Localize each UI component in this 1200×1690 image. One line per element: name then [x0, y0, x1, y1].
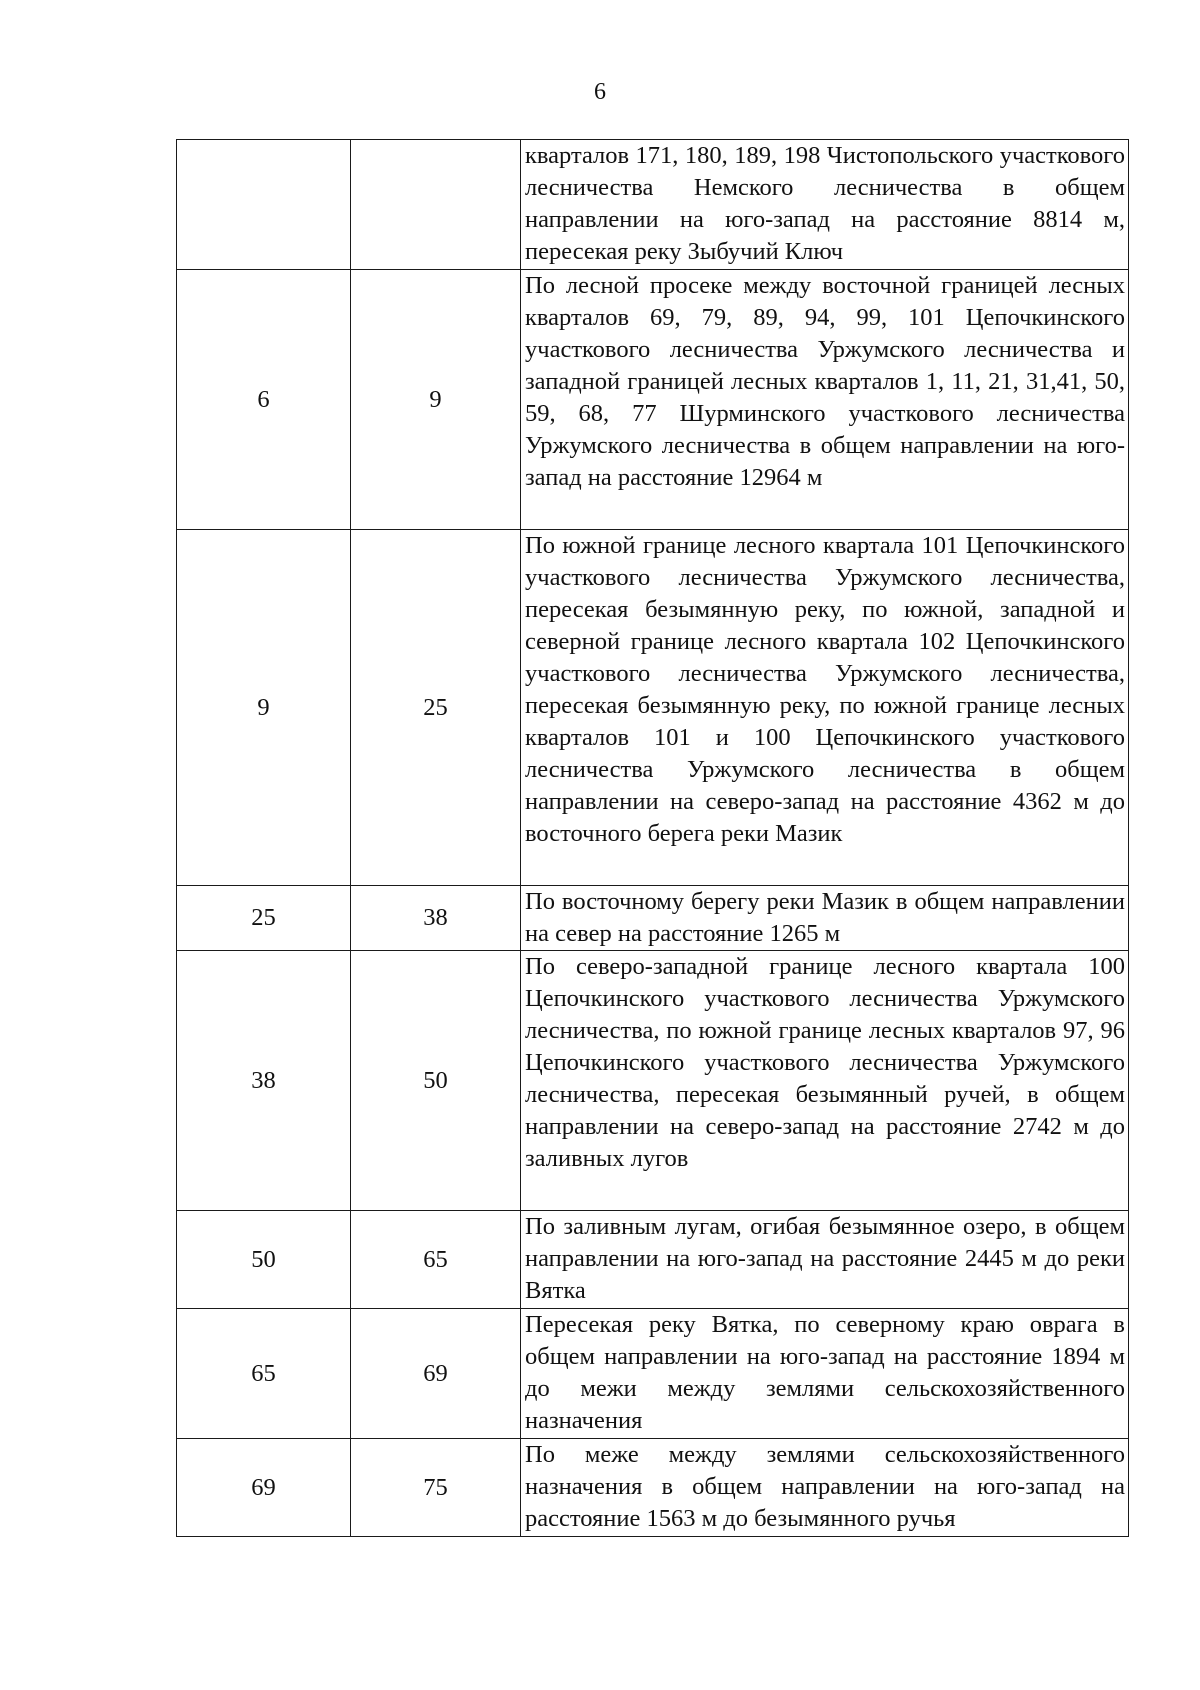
description-cell: По восточному берегу реки Мазик в общем направлении на север на расстояние 1265 м — [521, 886, 1129, 951]
table-row — [177, 951, 1129, 1211]
table-row — [177, 270, 1129, 530]
table-row — [177, 1309, 1129, 1439]
description-cell: По южной границе лесного квартала 101 Цепочкинского участкового лесничества Уржумского лесничества, пересекая безымянную реку, по южной, западной и северной границе лесного квартала 102 Цепочкинского участкового лесничества Уржумского лесничества, пересекая безымянную реку, по южной границе лесных кварталов 101 и 100 Цепочкинского участкового лесничества Уржумского лесничества в общем направлении на северо-запад на расстояние 4362 м до восточного берега реки Мазик — [521, 530, 1129, 886]
table-row — [177, 530, 1129, 886]
from-point-cell: 69 — [177, 1439, 351, 1537]
description-cell: По заливным лугам, огибая безымянное озеро, в общем направлении на юго-запад на расстояние 2445 м до реки Вятка — [521, 1211, 1129, 1309]
from-point-cell: 25 — [177, 886, 351, 951]
to-point-cell: 75 — [351, 1439, 521, 1537]
table-row — [177, 886, 1129, 951]
description-cell: кварталов 171, 180, 189, 198 Чистопольского участкового лесничества Немского лесничества в общем направлении на юго-запад на расстояние 8814 м, пересекая реку Зыбучий Ключ — [521, 140, 1129, 270]
to-point-cell: 69 — [351, 1309, 521, 1439]
table-row — [177, 1439, 1129, 1537]
to-point-cell — [351, 140, 521, 270]
description-cell: По лесной просеке между восточной границей лесных кварталов 69, 79, 89, 94, 99, 101 Цепочкинского участкового лесничества Уржумского лесничества и западной границей лесных кварталов 1, 11, 21, 31,41, 50, 59, 68, 77 Шурминского участкового лесничества Уржумского лесничества в общем направлении на юго-запад на расстояние 12964 м — [521, 270, 1129, 530]
to-point-cell: 65 — [351, 1211, 521, 1309]
page-number: 6 — [594, 79, 606, 105]
to-point-cell: 25 — [351, 530, 521, 886]
to-point-cell: 9 — [351, 270, 521, 530]
from-point-cell: 6 — [177, 270, 351, 530]
from-point-cell: 65 — [177, 1309, 351, 1439]
from-point-cell: 9 — [177, 530, 351, 886]
from-point-cell — [177, 140, 351, 270]
description-cell: Пересекая реку Вятка, по северному краю оврага в общем направлении на юго-запад на расстояние 1894 м до межи между землями сельскохозяйственного назначения — [521, 1309, 1129, 1439]
table-row — [177, 1211, 1129, 1309]
from-point-cell: 50 — [177, 1211, 351, 1309]
from-point-cell: 38 — [177, 951, 351, 1211]
to-point-cell: 38 — [351, 886, 521, 951]
description-cell: По северо-западной границе лесного квартала 100 Цепочкинского участкового лесничества Уржумского лесничества, по южной границе лесных кварталов 97, 96 Цепочкинского участкового лесничества Уржумского лесничества, пересекая безымянный ручей, в общем направлении на северо-запад на расстояние 2742 м до заливных лугов — [521, 951, 1129, 1211]
table-row — [177, 140, 1129, 270]
to-point-cell: 50 — [351, 951, 521, 1211]
boundary-description-table — [176, 139, 1129, 1537]
description-cell: По меже между землями сельскохозяйственного назначения в общем направлении на юго-запад на расстояние 1563 м до безымянного ручья — [521, 1439, 1129, 1537]
